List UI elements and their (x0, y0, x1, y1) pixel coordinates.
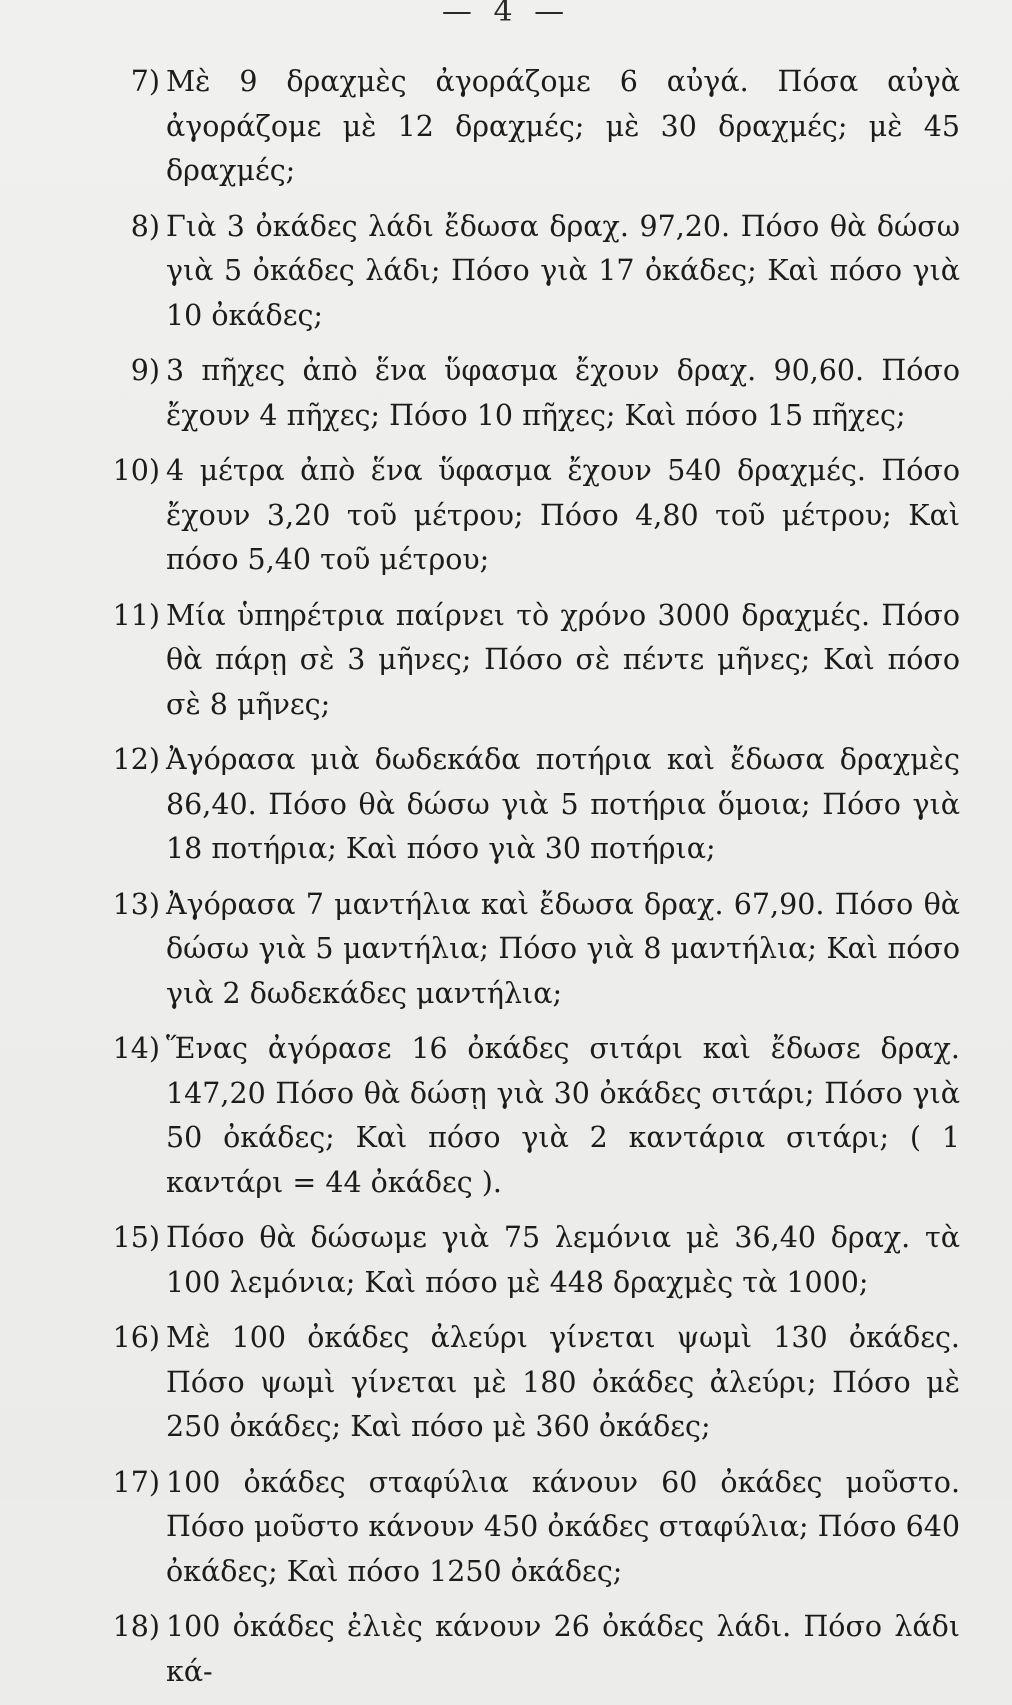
problem-text: 100 ὀκάδες σταφύλια κάνουν 60 ὀκάδες μοῦστο. Πόσο μοῦστο κάνουν 450 ὀκάδες σταφύλια; Πόσο 640 ὀκάδες; Καὶ πόσο 1250 ὀκάδες; (166, 1465, 960, 1588)
problem-13 (108, 883, 960, 1017)
problem-text: Ἀγόρασα 7 μαντήλια καὶ ἔδωσα δραχ. 67,90. Πόσο θὰ δώσω γιὰ 5 μαντήλια; Πόσο γιὰ 8 μαντήλια; Καὶ πόσο γιὰ 2 δωδεκάδες μαντήλια; (166, 887, 960, 1010)
problem-number: 11) (112, 598, 160, 632)
problem-12 (108, 738, 960, 872)
problem-15 (108, 1216, 960, 1305)
problem-text: 4 μέτρα ἀπὸ ἕνα ὕφασμα ἔχουν 540 δραχμές. Πόσο ἔχουν 3,20 τοῦ μέτρου; Πόσο 4,80 τοῦ μέτρου; Καὶ πόσο 5,40 τοῦ μέτρου; (166, 454, 960, 576)
problem-8 (108, 205, 960, 339)
problem-text: Μὲ 9 δραχμὲς ἀγοράζομε 6 αὐγά. Πόσα αὐγὰ ἀγοράζομε μὲ 12 δραχμές; μὲ 30 δραχμές; μὲ 45 δραχμές; (166, 65, 960, 187)
problem-text: 3 πῆχες ἀπὸ ἕνα ὕφασμα ἔχουν δραχ. 90,60. Πόσο ἔχουν 4 πῆχες; Πόσο 10 πῆχες; Καὶ πόσο 15 πῆχες; (166, 354, 960, 432)
problem-18 (108, 1605, 960, 1694)
problem-11 (108, 594, 960, 728)
problem-list (108, 60, 960, 1705)
problem-number: 10) (112, 454, 160, 487)
problem-number: 14) (112, 1032, 160, 1065)
problem-text: Μία ὑπηρέτρια παίρνει τὸ χρόνο 3000 δραχμές. Πόσο θὰ πάρῃ σὲ 3 μῆνες; Πόσο σὲ πέντε μῆνες; Καὶ πόσο σὲ 8 μῆνες; (166, 598, 960, 721)
problem-17 (108, 1461, 960, 1595)
problem-number: 15) (112, 1221, 160, 1254)
problem-14 (108, 1027, 960, 1205)
problem-number: 18) (112, 1610, 160, 1643)
problem-number: 7) (130, 65, 160, 98)
page-number: — 4 — (441, 0, 571, 29)
problem-number: 9) (130, 354, 160, 387)
problem-text: Γιὰ 3 ὀκάδες λάδι ἔδωσα δραχ. 97,20. Πόσο θὰ δώσω γιὰ 5 ὀκάδες λάδι; Πόσο γιὰ 17 ὀκάδες; Καὶ πόσο γιὰ 10 ὀκάδες; (166, 209, 960, 332)
problem-number: 17) (112, 1465, 160, 1499)
problem-10 (108, 449, 960, 583)
problem-text: 100 ὀκάδες ἐλιὲς κάνουν 26 ὀκάδες λάδι. Πόσο λάδι κά- (166, 1610, 960, 1688)
problem-text: Πόσο θὰ δώσωμε γιὰ 75 λεμόνια μὲ 36,40 δραχ. τὰ 100 λεμόνια; Καὶ πόσο μὲ 448 δραχμὲς τὰ 1000; (166, 1221, 960, 1299)
problem-number: 13) (112, 887, 160, 921)
problem-number: 16) (112, 1321, 160, 1354)
problem-7 (108, 60, 960, 194)
problem-text: Μὲ 100 ὀκάδες ἀλεύρι γίνεται ψωμὶ 130 ὀκάδες. Πόσο ψωμὶ γίνεται μὲ 180 ὀκάδες ἀλεύρι; Πόσο μὲ 250 ὀκάδες; Καὶ πόσο μὲ 360 ὀκάδες; (166, 1321, 960, 1443)
problem-16 (108, 1316, 960, 1450)
problem-text: Ἀγόρασα μιὰ δωδεκάδα ποτήρια καὶ ἔδωσα δραχμὲς 86,40. Πόσο θὰ δώσω γιὰ 5 ποτήρια ὅμοια; Πόσο γιὰ 18 ποτήρια; Καὶ πόσο γιὰ 30 ποτήρια; (166, 743, 960, 865)
problem-9 (108, 349, 960, 438)
problem-number: 12) (112, 743, 160, 776)
problem-number: 8) (130, 209, 160, 243)
problem-text: Ἕνας ἀγόρασε 16 ὀκάδες σιτάρι καὶ ἔδωσε δραχ. 147,20 Πόσο θὰ δώσῃ γιὰ 30 ὀκάδες σιτάρι; Πόσο γιὰ 50 ὀκάδες; Καὶ πόσο γιὰ 2 καντάρια σιτάρι; ( 1 καντάρι = 44 ὀκάδες ). (166, 1032, 960, 1199)
